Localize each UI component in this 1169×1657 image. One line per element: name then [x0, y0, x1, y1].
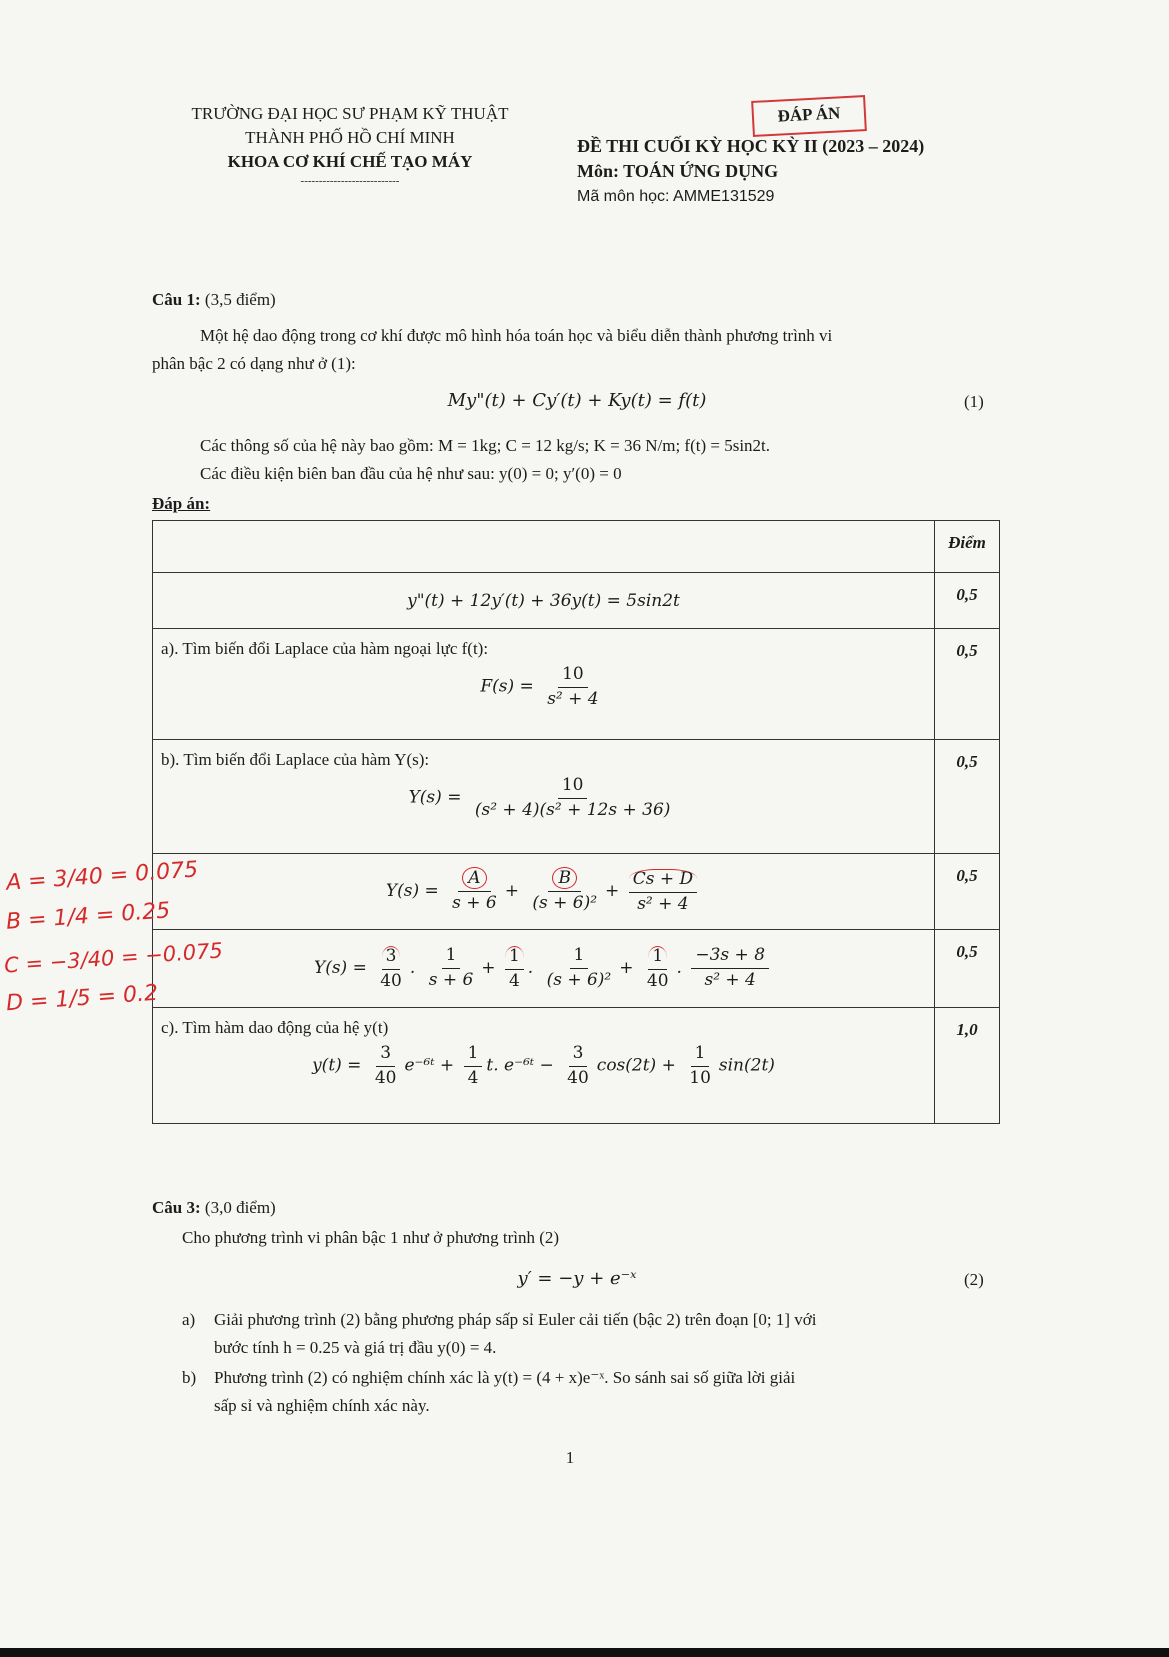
fraction-denominator: s² + 4 — [547, 688, 599, 709]
q3-part-a — [182, 1306, 1002, 1362]
q1-eq-number: (1) — [964, 392, 984, 411]
q3-title: Câu 3: — [152, 1198, 201, 1217]
sol-d-term: sin(2t) — [718, 1055, 775, 1076]
q3-b-label: b) — [182, 1368, 197, 1387]
q1-intro-line1: Một hệ dao động trong cơ khí được mô hình hóa toán học và biểu diễn thành phương trình vi — [200, 326, 833, 345]
part-b-text: b). Tìm biến đổi Laplace của hàm Y(s): — [161, 750, 430, 769]
sol-a-num: 3 — [376, 1044, 395, 1067]
coef-a-den: 40 — [380, 970, 402, 991]
sol-lhs: y(t) = — [312, 1055, 362, 1076]
sol-b-term: t. e⁻⁶ᵗ − — [486, 1055, 554, 1076]
table-row — [153, 930, 1000, 1008]
row5-content — [153, 1008, 935, 1124]
coef-a-num: 3 — [382, 946, 401, 970]
row3-points: 0,5 — [935, 854, 1000, 930]
answer-label: Đáp án: — [152, 494, 211, 513]
laplace-y-fraction — [471, 776, 675, 820]
sol-b-den: 4 — [467, 1067, 479, 1088]
term3-num: −3s + 8 — [691, 946, 769, 969]
q1-points: (3,5 điểm) — [204, 290, 276, 309]
q3-eq-number: (2) — [964, 1270, 984, 1289]
handwritten-c: C = −3/40 = −0.075 — [3, 938, 224, 978]
pf-term-a — [448, 869, 501, 913]
answer-stamp-text: ĐÁP ÁN — [777, 103, 841, 126]
q1-conditions: Các điều kiện biên ban đầu của hệ như sau: y(0) = 0; y′(0) = 0 — [200, 464, 622, 483]
faculty-name: KHOA CƠ KHÍ CHẾ TẠO MÁY — [227, 152, 473, 171]
table-header-row — [153, 521, 1000, 573]
handwritten-a: A = 3/40 = 0.075 — [5, 857, 199, 896]
q1-heading — [152, 290, 276, 310]
row1-points: 0,5 — [935, 629, 1000, 740]
q3-b-line1: Phương trình (2) có nghiệm chính xác là y(t) = (4 + x)e⁻ˣ. So sánh sai số giữa lời giải — [214, 1368, 796, 1387]
scan-bottom-edge — [0, 1648, 1169, 1657]
exam-header — [577, 134, 924, 209]
sol-b-num: 1 — [464, 1044, 483, 1067]
handwritten-b: B = 1/4 = 0.25 — [5, 898, 171, 935]
q1-title: Câu 1: — [152, 290, 201, 309]
q3-a-line2: bước tính h = 0.25 và giá trị đầu y(0) = 4. — [214, 1338, 497, 1357]
term2-den: (s + 6)² — [546, 970, 612, 990]
q1-intro — [152, 322, 1002, 378]
row2-content — [153, 740, 935, 854]
table-row — [153, 629, 1000, 740]
sol-c-den: 40 — [567, 1067, 589, 1088]
row2-points: 0,5 — [935, 740, 1000, 854]
page-number: 1 — [565, 1448, 575, 1467]
part-a-text: a). Tìm biến đổi Laplace của hàm ngoại lực f(t): — [161, 639, 489, 658]
pf-b-circled: B — [552, 867, 577, 889]
table-row — [153, 740, 1000, 854]
sol-c-term: cos(2t) + — [596, 1055, 676, 1076]
q3-part-b — [182, 1364, 1002, 1420]
school-header — [150, 102, 550, 188]
pf-cd-den: s² + 4 — [637, 893, 689, 914]
term1-num: 1 — [442, 946, 461, 969]
fraction-numerator: 10 — [558, 665, 588, 688]
laplace-force-lhs: F(s) = — [480, 676, 534, 697]
pf-a-circled: A — [462, 867, 486, 889]
answer-table — [152, 520, 1000, 1124]
pf-cd-num: Cs + D — [629, 869, 697, 893]
q3-points: (3,0 điểm) — [204, 1198, 276, 1217]
term3-den: s² + 4 — [704, 970, 756, 990]
coef-b-num: 1 — [505, 946, 524, 970]
score-header: Điểm — [935, 521, 1000, 573]
pf-lhs: Y(s) = — [385, 881, 439, 901]
q3-intro: Cho phương trình vi phân bậc 1 như ở phương trình (2) — [182, 1228, 560, 1247]
laplace-force — [161, 665, 926, 709]
q1-params: Các thông số của hệ này bao gồm: M = 1kg; C = 12 kg/s; K = 36 N/m; f(t) = 5sin2t. — [200, 436, 771, 455]
row1-content — [153, 629, 935, 740]
solution-yt — [161, 1044, 926, 1088]
q1-intro-line2: phân bậc 2 có dạng như ở (1): — [152, 354, 356, 373]
fraction-denominator: (s² + 4)(s² + 12s + 36) — [474, 799, 671, 820]
partial-fraction-values: Y(s) = $\frac{3}{40}$ . $\frac{1}{s + 6}$ + $\frac{1}{4}$ . $\frac{1}{\text{(s + 6)²}}$ + $\frac{1}{40}$ . $\frac{-3s + 8}{\text{s² + 4}}$ — [153, 930, 935, 1008]
school-name: TRƯỜNG ĐẠI HỌC SƯ PHẠM KỸ THUẬT — [191, 104, 509, 123]
term2-num: 1 — [570, 946, 589, 969]
answer-stamp — [751, 95, 867, 137]
partial-fraction-form: Y(s) = $\frac{A}{s + 6}$ + $\frac{B}{\text{(s + 6)²}}$ + $\frac{Cs + D}{\text{s² + 4}}$ — [153, 854, 935, 930]
sol-d-den: 10 — [689, 1067, 711, 1088]
table-row — [153, 1008, 1000, 1124]
coef-b-den: 4 — [508, 970, 520, 991]
pf-term-b — [528, 869, 601, 913]
laplace-force-fraction — [543, 665, 602, 709]
exam-title: ĐỀ THI CUỐI KỲ HỌC KỲ II (2023 – 2024) — [577, 136, 925, 156]
coef-c-num: 1 — [648, 946, 667, 970]
row5-points: 1,0 — [935, 1008, 1000, 1124]
sol-a-term: e⁻⁶ᵗ + — [404, 1055, 455, 1076]
sol-a-den: 40 — [374, 1067, 397, 1088]
fraction-numerator: 10 — [558, 776, 588, 799]
course-code: Mã môn học: AMME131529 — [577, 188, 775, 205]
q3-a-line1: Giải phương trình (2) bằng phương pháp sấp sỉ Euler cải tiến (bậc 2) trên đoạn [0; 1] với — [214, 1310, 817, 1329]
laplace-y — [161, 776, 926, 820]
pf-b-den: (s + 6)² — [532, 893, 598, 913]
table-row — [153, 854, 1000, 930]
q3-b-line2: sấp sỉ và nghiệm chính xác này. — [214, 1396, 430, 1415]
q1-equation: My"(t) + Cy′(t) + Ky(t) = f(t) — [447, 390, 707, 411]
part-c-text: c). Tìm hàm dao động của hệ y(t) — [161, 1018, 389, 1037]
coef-c-den: 40 — [646, 970, 669, 991]
row0-points: 0,5 — [935, 573, 1000, 629]
term1-den: s + 6 — [428, 970, 474, 990]
handwritten-d: D = 1/5 = 0.2 — [5, 980, 159, 1017]
row4-points: 0,5 — [935, 930, 1000, 1008]
school-city: THÀNH PHỐ HỒ CHÍ MINH — [245, 128, 455, 147]
subject: Môn: TOÁN ỨNG DỤNG — [577, 161, 779, 181]
q3-a-label: a) — [182, 1310, 196, 1329]
header-divider: --------------------------- — [300, 175, 400, 187]
sol-d-num: 1 — [691, 1044, 710, 1067]
pf-a-den: s + 6 — [452, 893, 497, 913]
table-header-blank — [153, 521, 935, 573]
pf-term-cd — [629, 869, 697, 914]
q3-equation: y′ = −y + e⁻ˣ — [517, 1268, 637, 1289]
sol-c-num: 3 — [569, 1044, 588, 1067]
laplace-y-lhs: Y(s) = — [408, 787, 462, 808]
pfv-lhs: Y(s) = — [313, 958, 367, 978]
q3-heading — [152, 1198, 276, 1218]
table-row — [153, 573, 1000, 629]
row0-content — [153, 573, 935, 629]
ode-equation: y"(t) + 12y′(t) + 36y(t) = 5sin2t — [407, 590, 680, 611]
